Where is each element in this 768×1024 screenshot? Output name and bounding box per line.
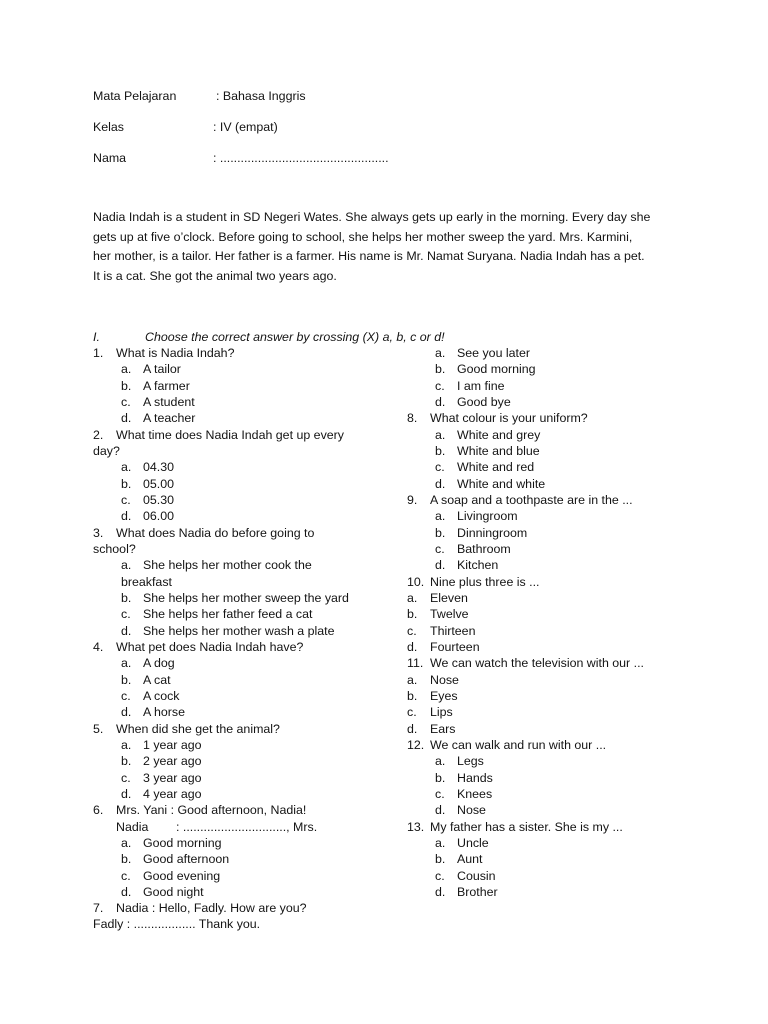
option-text: Nose [457, 803, 486, 818]
question-8-option-b [407, 443, 737, 459]
option-letter: d. [121, 705, 132, 720]
question-number: 10. [407, 574, 425, 589]
question-12-option-a [407, 753, 737, 769]
question-text: Nine plus three is ... [430, 574, 540, 589]
option-letter: a. [435, 427, 446, 442]
question-number: 6. [93, 803, 104, 818]
question-3-continued [93, 541, 393, 557]
question-8 [407, 410, 737, 426]
option-letter: d. [407, 639, 418, 654]
question-10-option-c [407, 623, 737, 639]
question-number: 5. [93, 721, 104, 736]
question-1-option-a [93, 361, 393, 377]
option-letter: b. [435, 443, 446, 458]
subject-label: Mata Pelajaran [93, 89, 177, 103]
option-letter: a. [121, 558, 132, 573]
reply-speaker: Nadia [116, 819, 149, 834]
option-letter: d. [121, 411, 132, 426]
option-text: 05.00 [143, 476, 175, 491]
question-6-option-b [93, 851, 393, 867]
option-text: See you later [457, 346, 531, 360]
option-letter: d. [435, 803, 446, 818]
question-12-option-b [407, 770, 737, 786]
subject-value: : Bahasa Inggris [216, 89, 306, 103]
question-2 [93, 427, 393, 443]
question-10-option-d [407, 639, 737, 655]
option-text: White and white [457, 476, 546, 491]
question-2-option-d [93, 508, 393, 524]
option-text: She helps her mother wash a plate [143, 623, 335, 638]
question-9 [407, 492, 737, 508]
option-text: White and blue [457, 443, 540, 458]
option-letter: b. [407, 688, 418, 703]
option-letter: b. [435, 525, 446, 540]
option-letter: c. [407, 705, 417, 720]
question-text: We can watch the television with our ... [430, 656, 644, 671]
option-text: Thirteen [430, 623, 476, 638]
option-letter: a. [435, 835, 446, 850]
option-text: A teacher [143, 411, 196, 426]
question-10-option-b [407, 606, 737, 622]
option-letter: d. [407, 721, 418, 736]
option-text: Uncle [457, 835, 489, 850]
question-number: 8. [407, 411, 418, 426]
option-letter: b. [435, 362, 446, 377]
option-text: Kitchen [457, 558, 499, 573]
question-1-option-b [93, 378, 393, 394]
option-text: Good morning [457, 362, 536, 377]
option-text: A student [143, 394, 195, 409]
option-letter: b. [121, 590, 132, 605]
option-text: Aunt [457, 852, 483, 867]
question-6-reply [93, 819, 393, 835]
passage-line: her mother, is a tailor. Her father is a farmer. His name is Mr. Namat Suryana. Nadia Indah has a pet. [93, 249, 645, 264]
question-11-option-c [407, 704, 737, 720]
option-text: White and red [457, 460, 535, 475]
option-letter: c. [121, 492, 131, 507]
option-text-continued: breakfast [121, 574, 172, 589]
option-letter: b. [121, 672, 132, 687]
question-7-option-b [407, 361, 737, 377]
question-2-option-c [93, 492, 393, 508]
question-3-option-a-continued [93, 574, 393, 590]
question-12 [407, 737, 737, 753]
questions-right-column [407, 345, 737, 900]
option-text: She helps her father feed a cat [143, 607, 313, 622]
option-text: 3 year ago [143, 770, 202, 785]
section-heading [0, 329, 768, 345]
question-text: When did she get the animal? [116, 721, 280, 736]
option-letter: c. [435, 460, 445, 475]
question-11 [407, 655, 737, 671]
option-text: She helps her mother cook the [143, 558, 312, 573]
option-letter: d. [435, 476, 446, 491]
option-letter: b. [121, 476, 132, 491]
question-9-option-c [407, 541, 737, 557]
option-text: A farmer [143, 378, 190, 393]
question-1 [93, 345, 393, 361]
option-text: Knees [457, 786, 493, 801]
question-13-option-b [407, 851, 737, 867]
option-letter: b. [121, 754, 132, 769]
question-text: Nadia : Hello, Fadly. How are you? [116, 901, 307, 916]
option-letter: d. [121, 623, 132, 638]
section-instruction: Choose the correct answer by crossing (X) a, b, c or d! [145, 330, 445, 344]
question-8-option-a [407, 427, 737, 443]
option-text: 04.30 [143, 460, 175, 475]
question-number: 13. [407, 819, 425, 834]
questions-left-column [93, 345, 393, 933]
option-text: Ears [430, 721, 456, 736]
option-text: Good morning [143, 835, 222, 850]
question-text-continued: day? [93, 443, 120, 458]
question-7-option-d [407, 394, 737, 410]
question-text-continued: school? [93, 541, 136, 556]
option-text: Nose [430, 672, 459, 687]
question-number: 12. [407, 737, 425, 752]
question-7 [93, 900, 393, 916]
question-text: What does Nadia do before going to [116, 525, 315, 540]
passage-line: gets up at five o’clock. Before going to school, she helps her mother sweep the yard. Mrs. Karmini, [93, 229, 633, 244]
question-text: Mrs. Yani : Good afternoon, Nadia! [116, 803, 307, 818]
option-letter: c. [435, 868, 445, 883]
question-5-option-d [93, 786, 393, 802]
option-text: A dog [143, 656, 175, 671]
option-text: Livingroom [457, 509, 518, 524]
subject-row [0, 88, 768, 104]
option-letter: a. [435, 346, 446, 360]
question-9-option-d [407, 557, 737, 573]
question-10 [407, 574, 737, 590]
question-8-option-c [407, 459, 737, 475]
option-text: Lips [430, 705, 453, 720]
question-1-option-d [93, 410, 393, 426]
option-letter: c. [121, 607, 131, 622]
question-5-option-a [93, 737, 393, 753]
option-text: A horse [143, 705, 186, 720]
option-text: Eyes [430, 688, 458, 703]
option-text: White and grey [457, 427, 541, 442]
option-letter: d. [121, 786, 132, 801]
question-2-continued [93, 443, 393, 459]
question-11-option-b [407, 688, 737, 704]
question-4-option-c [93, 688, 393, 704]
question-7-option-c [407, 378, 737, 394]
option-letter: a. [435, 509, 446, 524]
option-letter: a. [121, 460, 132, 475]
reading-passage [93, 208, 650, 287]
option-letter: a. [435, 754, 446, 769]
option-text: I am fine [457, 378, 505, 393]
question-9-option-b [407, 525, 737, 541]
option-letter: b. [121, 378, 132, 393]
option-text: A tailor [143, 362, 181, 377]
question-7-continued [93, 916, 393, 932]
option-letter: a. [407, 590, 418, 605]
question-6 [93, 802, 393, 818]
question-text: What is Nadia Indah? [116, 346, 235, 360]
question-11-option-a [407, 672, 737, 688]
option-text: She helps her mother sweep the yard [143, 590, 349, 605]
question-2-option-b [93, 476, 393, 492]
option-letter: c. [121, 868, 131, 883]
option-text: Twelve [430, 607, 469, 622]
question-13-option-c [407, 868, 737, 884]
question-13 [407, 819, 737, 835]
question-5-option-b [93, 753, 393, 769]
question-text: What time does Nadia Indah get up every [116, 427, 344, 442]
name-label: Nama [93, 151, 127, 165]
question-number: 2. [93, 427, 104, 442]
question-9-option-a [407, 508, 737, 524]
option-letter: a. [121, 737, 132, 752]
option-letter: a. [407, 672, 418, 687]
option-text: Good evening [143, 868, 221, 883]
option-letter: b. [435, 770, 446, 785]
question-4 [93, 639, 393, 655]
question-3-option-c [93, 606, 393, 622]
class-row [0, 119, 768, 135]
option-text: 4 year ago [143, 786, 202, 801]
option-text: 05.30 [143, 492, 175, 507]
option-text: Good bye [457, 394, 511, 409]
passage-line: Nadia Indah is a student in SD Negeri Wates. She always gets up early in the morning. Every day she [93, 210, 651, 224]
question-4-option-b [93, 672, 393, 688]
question-text: My father has a sister. She is my ... [430, 819, 623, 834]
question-2-option-a [93, 459, 393, 475]
option-letter: b. [121, 852, 132, 867]
option-text: Dinningroom [457, 525, 528, 540]
option-letter: d. [435, 884, 446, 899]
question-13-option-a [407, 835, 737, 851]
question-number: 11. [407, 656, 424, 671]
question-11-option-d [407, 721, 737, 737]
option-text: 1 year ago [143, 737, 202, 752]
section-number: I. [93, 330, 100, 344]
question-12-option-d [407, 802, 737, 818]
option-text: Cousin [457, 868, 496, 883]
question-number: 4. [93, 639, 104, 654]
option-text: Bathroom [457, 541, 511, 556]
class-value: : IV (empat) [213, 120, 278, 134]
question-3 [93, 525, 393, 541]
option-text: Good night [143, 884, 204, 899]
question-number: 1. [93, 346, 104, 360]
option-letter: d. [435, 394, 446, 409]
option-letter: c. [435, 541, 445, 556]
question-3-option-a [93, 557, 393, 573]
option-text: A cat [143, 672, 171, 687]
option-letter: c. [435, 378, 445, 393]
question-text-continued: Fadly : .................. Thank you. [93, 917, 261, 932]
option-text: Hands [457, 770, 493, 785]
option-text: Legs [457, 754, 484, 769]
option-letter: c. [435, 786, 445, 801]
reply-blank: : .............................., Mrs. [176, 819, 318, 834]
question-6-option-d [93, 884, 393, 900]
option-text: A cock [143, 688, 180, 703]
option-text: 2 year ago [143, 754, 202, 769]
option-letter: a. [121, 656, 132, 671]
question-4-option-d [93, 704, 393, 720]
option-text: Good afternoon [143, 852, 230, 867]
option-letter: b. [435, 852, 446, 867]
option-text: Eleven [430, 590, 468, 605]
passage-line: It is a cat. She got the animal two years ago. [93, 269, 337, 284]
name-row [0, 150, 768, 166]
option-letter: c. [121, 770, 131, 785]
question-4-option-a [93, 655, 393, 671]
question-8-option-d [407, 476, 737, 492]
option-letter: d. [121, 509, 132, 524]
question-text: A soap and a toothpaste are in the ... [430, 492, 633, 507]
question-10-option-a [407, 590, 737, 606]
option-text: Fourteen [430, 639, 480, 654]
question-text: What colour is your uniform? [430, 411, 588, 426]
question-7-option-a [407, 345, 737, 361]
question-5 [93, 721, 393, 737]
question-number: 9. [407, 492, 418, 507]
question-number: 7. [93, 901, 104, 916]
option-letter: a. [121, 362, 132, 377]
option-letter: c. [121, 688, 131, 703]
option-letter: a. [121, 835, 132, 850]
option-letter: b. [407, 607, 418, 622]
option-text: 06.00 [143, 509, 175, 524]
option-letter: c. [407, 623, 417, 638]
question-text: We can walk and run with our ... [430, 737, 607, 752]
question-6-option-a [93, 835, 393, 851]
option-letter: c. [121, 394, 131, 409]
option-text: Brother [457, 884, 498, 899]
question-text: What pet does Nadia Indah have? [116, 639, 304, 654]
question-1-option-c [93, 394, 393, 410]
option-letter: d. [121, 884, 132, 899]
question-6-option-c [93, 868, 393, 884]
question-number: 3. [93, 525, 104, 540]
class-label: Kelas [93, 120, 124, 134]
question-5-option-c [93, 770, 393, 786]
question-12-option-c [407, 786, 737, 802]
option-letter: d. [435, 558, 446, 573]
question-13-option-d [407, 884, 737, 900]
question-3-option-b [93, 590, 393, 606]
question-3-option-d [93, 623, 393, 639]
name-blank: : ................................................. [213, 151, 389, 165]
